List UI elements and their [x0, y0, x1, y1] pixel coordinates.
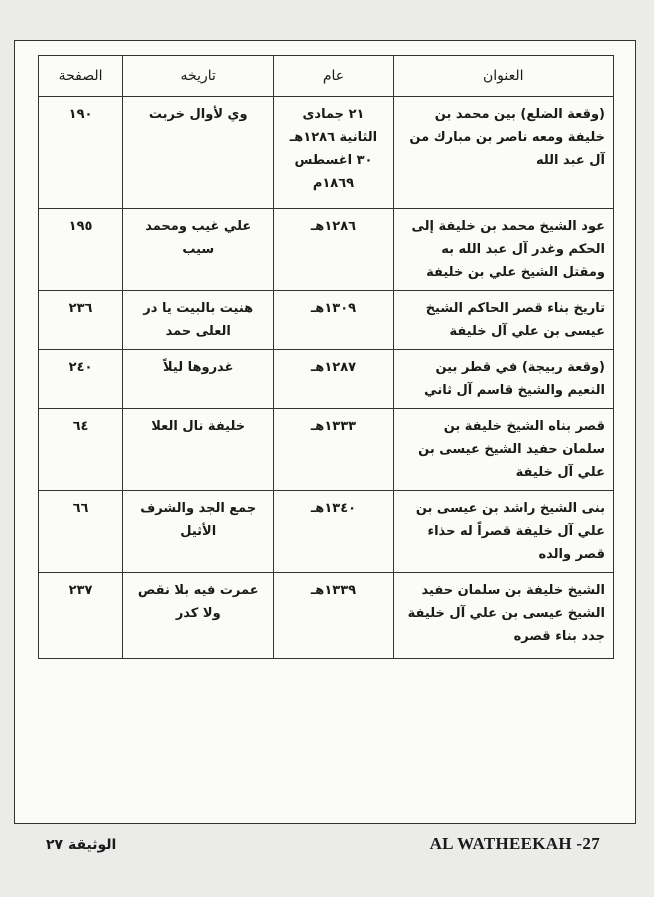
cell-page: ٢٣٦: [39, 291, 123, 350]
table-row: [39, 209, 614, 291]
cell-date-verse: خليفة نال العلا: [123, 409, 274, 491]
cell-title: عود الشيخ محمد بن خليفة إلى الحكم وغدر آل عبد الله به ومقتل الشيخ علي بن خليفة: [393, 209, 613, 291]
header-title: العنوان: [393, 56, 613, 97]
table-row: [39, 350, 614, 409]
cell-title: (وقعة الضلع) بين محمد بن خليفة ومعه ناصر بن مبارك من آل عبد الله: [393, 97, 613, 209]
table-row: [39, 97, 614, 209]
cell-date-verse: عمرت فيه بلا نقص ولا كدر: [123, 573, 274, 659]
cell-year: ٢١ جمادى الثانية ١٢٨٦هـ ٣٠ اغسطس ١٨٦٩م: [274, 97, 393, 209]
footer-arabic-label: الوثيقة ٢٧: [46, 837, 117, 853]
cell-year: ١٣٣٣هـ: [274, 409, 393, 491]
cell-date-verse: هنيت بالبيت يا در العلى حمد: [123, 291, 274, 350]
cell-page: ٢٤٠: [39, 350, 123, 409]
cell-date-verse: غدروها ليلاً: [123, 350, 274, 409]
header-year: عام: [274, 56, 393, 97]
table-row: [39, 409, 614, 491]
header-date-verse: تاريخه: [123, 56, 274, 97]
table-row: [39, 573, 614, 659]
page-frame: [14, 40, 636, 824]
footer-english-label: AL WATHEEKAH -27: [429, 834, 600, 853]
index-table: [38, 55, 614, 659]
table-header-row: [39, 56, 614, 97]
cell-date-verse: وي لأوال خربت: [123, 97, 274, 209]
cell-date-verse: جمع الجد والشرف الأثيل: [123, 491, 274, 573]
cell-title: قصر بناه الشيخ خليفة بن سلمان حفيد الشيخ عيسى بن علي آل خليفة: [393, 409, 613, 491]
cell-page: ٦٦: [39, 491, 123, 573]
cell-year: ١٢٨٧هـ: [274, 350, 393, 409]
table-row: [39, 291, 614, 350]
table-row: [39, 491, 614, 573]
cell-page: ١٩٠: [39, 97, 123, 209]
cell-page: ٦٤: [39, 409, 123, 491]
cell-title: الشيخ خليفة بن سلمان حفيد الشيخ عيسى بن علي آل خليفة جدد بناء قصره: [393, 573, 613, 659]
cell-year: ١٣٣٩هـ: [274, 573, 393, 659]
cell-page: ٢٣٧: [39, 573, 123, 659]
cell-year: ١٣٤٠هـ: [274, 491, 393, 573]
header-page: الصفحة: [39, 56, 123, 97]
cell-year: ١٢٨٦هـ: [274, 209, 393, 291]
cell-year: ١٣٠٩هـ: [274, 291, 393, 350]
cell-title: تاريخ بناء قصر الحاكم الشيخ عيسى بن علي آل خليفة: [393, 291, 613, 350]
cell-date-verse: علي غيب ومحمد سيب: [123, 209, 274, 291]
cell-title: بنى الشيخ راشد بن عيسى بن علي آل خليفة قصراً له حذاء قصر والده: [393, 491, 613, 573]
cell-title: (وقعة ربيجة) في قطر بين النعيم والشيخ قاسم آل ثاني: [393, 350, 613, 409]
cell-page: ١٩٥: [39, 209, 123, 291]
